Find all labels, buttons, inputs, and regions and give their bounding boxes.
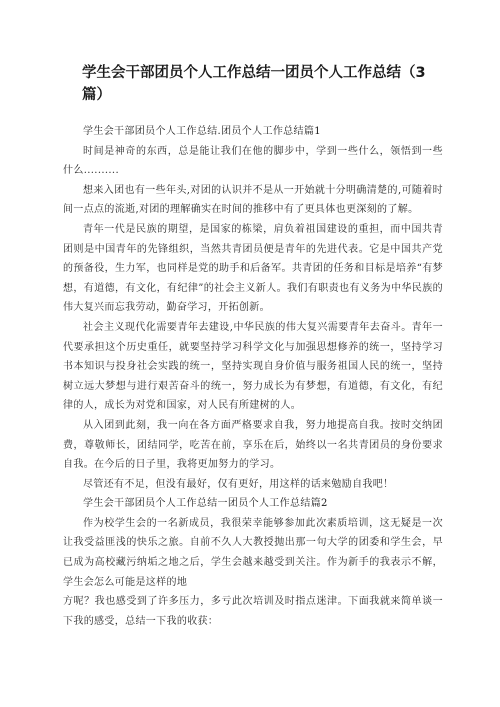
paragraph: 从入团到此刻，我一向在各方面严格要求自我，努力地提高自我。按时交纳团费，尊敬师长，团结同学，吃苦在前，享乐在后，始终以一名共青团员的身份要求自我。在今后的日子里，我将更加努力的学习。 [63, 419, 443, 471]
paragraph: 想来入团也有一些年头,对团的认识并不是从一开始就十分明确清楚的,可随着时间一点点的流逝,对团的理解确实在时间的推移中有了更具体也更深刻的了解。 [63, 184, 443, 216]
paragraph-continued: 方呢？我也感受到了许多压力，多亏此次培训及时指点迷津。下面我就来简单谈一下我的感受，总结一下我的收获： [63, 596, 443, 627]
section-heading-2: 学生会干部团员个人工作总结一团员个人工作总结篇2 [83, 498, 328, 510]
paragraph: 作为校学生会的一名新成员，我很荣幸能够参加此次素质培训，这无疑是一次让我受益匪浅的快乐之旅。自前不久人大教授抛出那一句大学的团委和学生会，早已成为高校藏污纳垢之地之后，学生会越来越受到关注。作为新手的我表示不解，学生会怎么可能是这样的地 [63, 517, 443, 588]
document-title: 学生会干部团员个人工作总结一团员个人工作总结（3篇） [82, 65, 426, 103]
document-body [63, 122, 443, 631]
section-heading-1: 学生会干部团员个人工作总结.团员个人工作总结篇1 [83, 126, 321, 137]
paragraph: 时间是神奇的东西，总是能让我们在他的脚步中，学到一些什么，领悟到一些什么.......... [63, 145, 443, 177]
paragraph: 青年一代是民族的期望，是国家的栋梁，肩负着祖国建设的重担，而中国共青团则是中国青年的先锋组织，当然共青团员便是青年的先进代表。它是中国共产党的预备役，生力军，也同样是党的助手和后备军。共青团的任务和目标是培养“有梦想，有道德，有文化，有纪律”的社会主义新人。我们有职责也有义务为中华民族的伟大复兴而忘我劳动，勤奋学习，开拓创新。 [63, 223, 443, 314]
paragraph: 尽管还有不足，但没有最好，仅有更好，用这样的话来勉励自我吧！ [83, 478, 394, 490]
paragraph: 社会主义现代化需要青年去建设,中华民族的伟大复兴需要青年去奋斗。青年一代要承担这个历史重任，就要坚持学习科学文化与加强思想修养的统一，坚持学习书本知识与投身社会实践的统一，坚持实现自身价值与服务祖国人民的统一，坚持树立远大梦想与进行艰苦奋斗的统一，努力成长为有梦想，有道德，有文化，有纪律的人，成长为对党和国家，对人民有所建树的人。 [63, 321, 443, 412]
